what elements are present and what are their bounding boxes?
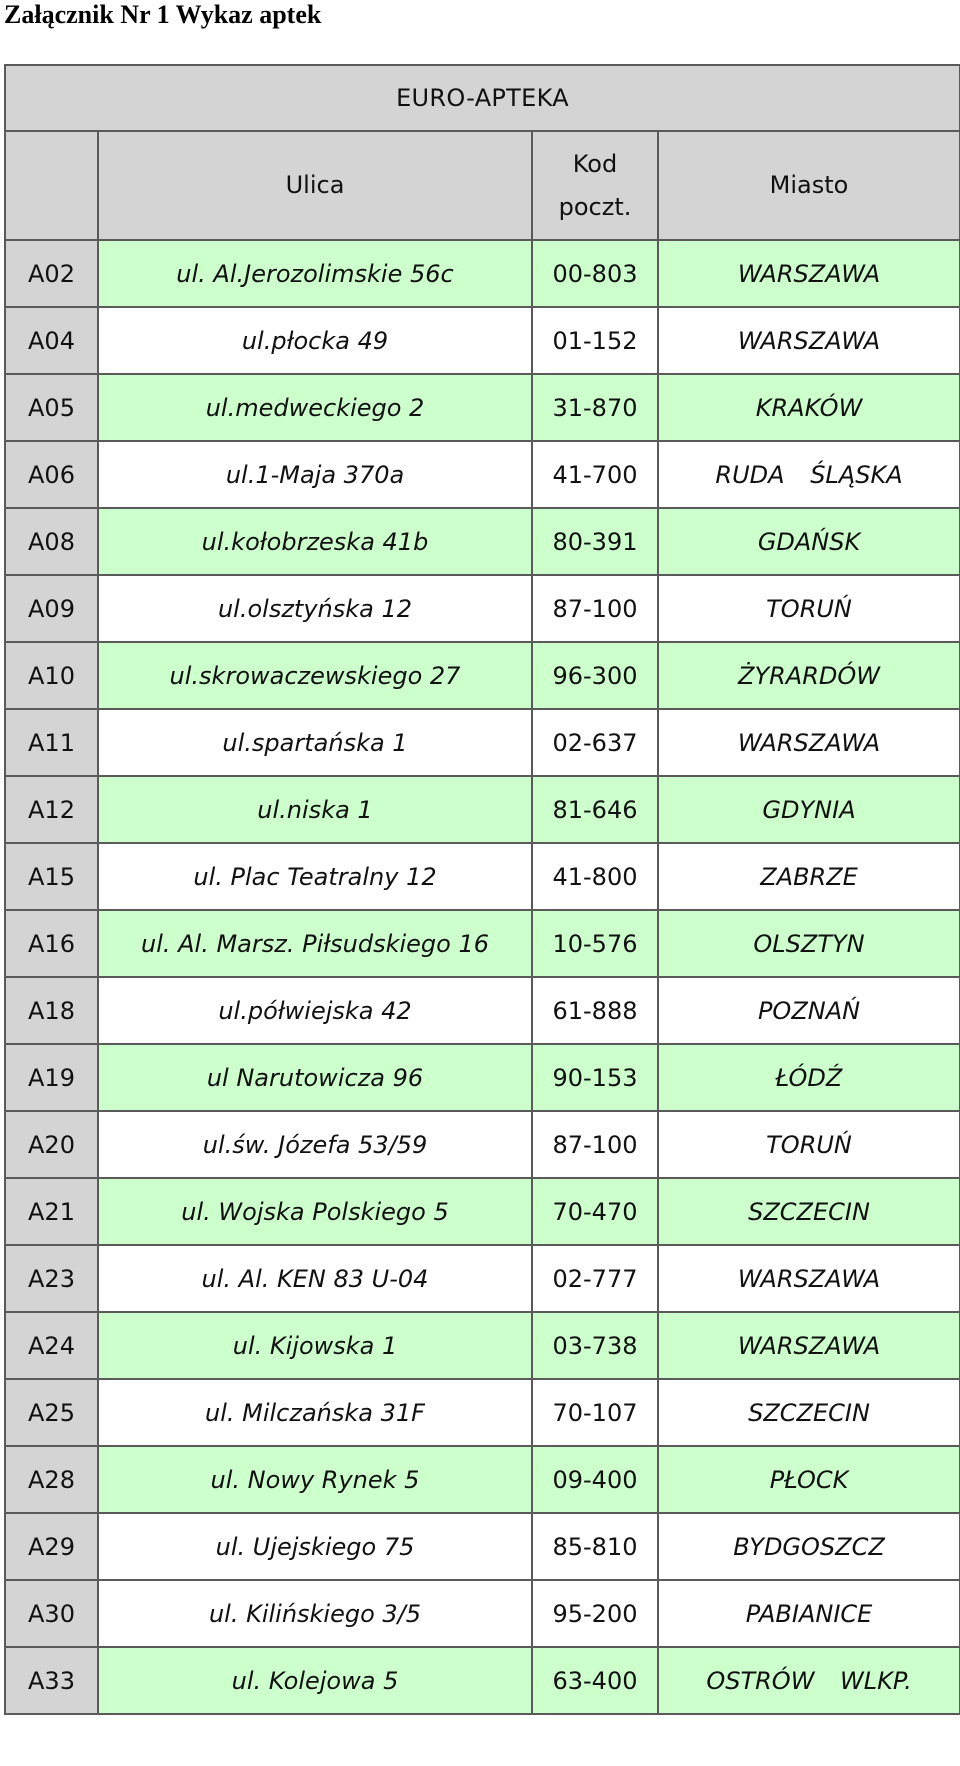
postal-code-cell: 80-391 bbox=[532, 508, 658, 575]
postal-code-cell: 00-803 bbox=[532, 240, 658, 307]
table-row bbox=[5, 1647, 960, 1714]
table-row bbox=[5, 508, 960, 575]
city-cell: BYDGOSZCZ bbox=[658, 1513, 960, 1580]
table-row bbox=[5, 1312, 960, 1379]
city-cell: WARSZAWA bbox=[658, 240, 960, 307]
pharmacy-code-cell: A33 bbox=[5, 1647, 98, 1714]
street-cell: ul.medweckiego 2 bbox=[98, 374, 532, 441]
street-cell: ul. Kilińskiego 3/5 bbox=[98, 1580, 532, 1647]
table-row bbox=[5, 575, 960, 642]
city-cell: ŁÓDŹ bbox=[658, 1044, 960, 1111]
street-cell: ul.św. Józefa 53/59 bbox=[98, 1111, 532, 1178]
city-cell: GDAŃSK bbox=[658, 508, 960, 575]
table-row bbox=[5, 843, 960, 910]
pharmacy-code-cell: A05 bbox=[5, 374, 98, 441]
postal-column-header bbox=[532, 131, 658, 240]
postal-code-cell: 63-400 bbox=[532, 1647, 658, 1714]
street-cell: ul. Plac Teatralny 12 bbox=[98, 843, 532, 910]
pharmacy-code-cell: A23 bbox=[5, 1245, 98, 1312]
city-cell: WARSZAWA bbox=[658, 709, 960, 776]
pharmacy-code-cell: A16 bbox=[5, 910, 98, 977]
table-row bbox=[5, 1178, 960, 1245]
column-header-row bbox=[5, 131, 960, 240]
pharmacy-list-sheet bbox=[4, 64, 960, 1715]
postal-code-cell: 95-200 bbox=[532, 1580, 658, 1647]
pharmacy-code-cell: A29 bbox=[5, 1513, 98, 1580]
street-cell: ul. Kolejowa 5 bbox=[98, 1647, 532, 1714]
street-cell: ul.1-Maja 370a bbox=[98, 441, 532, 508]
table-row bbox=[5, 910, 960, 977]
table-row bbox=[5, 977, 960, 1044]
street-cell: ul. Al. KEN 83 U-04 bbox=[98, 1245, 532, 1312]
pharmacy-code-cell: A15 bbox=[5, 843, 98, 910]
city-cell: KRAKÓW bbox=[658, 374, 960, 441]
table-row bbox=[5, 709, 960, 776]
pharmacy-code-cell: A24 bbox=[5, 1312, 98, 1379]
postal-code-cell: 09-400 bbox=[532, 1446, 658, 1513]
city-cell: TORUŃ bbox=[658, 575, 960, 642]
city-cell: WARSZAWA bbox=[658, 1245, 960, 1312]
table-row bbox=[5, 1446, 960, 1513]
street-cell: ul. Milczańska 31F bbox=[98, 1379, 532, 1446]
pharmacy-code-cell: A06 bbox=[5, 441, 98, 508]
postal-code-cell: 41-800 bbox=[532, 843, 658, 910]
postal-header-line2: poczt. bbox=[558, 192, 632, 221]
city-cell: WARSZAWA bbox=[658, 1312, 960, 1379]
table-row bbox=[5, 1513, 960, 1580]
pharmacy-code-cell: A28 bbox=[5, 1446, 98, 1513]
street-cell: ul.kołobrzeska 41b bbox=[98, 508, 532, 575]
postal-code-cell: 96-300 bbox=[532, 642, 658, 709]
table-row bbox=[5, 1111, 960, 1178]
city-cell: SZCZECIN bbox=[658, 1178, 960, 1245]
street-cell: ul.płocka 49 bbox=[98, 307, 532, 374]
city-cell: POZNAŃ bbox=[658, 977, 960, 1044]
postal-code-cell: 81-646 bbox=[532, 776, 658, 843]
street-cell: ul. Wojska Polskiego 5 bbox=[98, 1178, 532, 1245]
city-cell: GDYNIA bbox=[658, 776, 960, 843]
city-cell: TORUŃ bbox=[658, 1111, 960, 1178]
street-cell: ul.półwiejska 42 bbox=[98, 977, 532, 1044]
table-row bbox=[5, 776, 960, 843]
street-cell: ul. Nowy Rynek 5 bbox=[98, 1446, 532, 1513]
street-cell: ul.spartańska 1 bbox=[98, 709, 532, 776]
postal-code-cell: 02-637 bbox=[532, 709, 658, 776]
table-row bbox=[5, 1379, 960, 1446]
postal-code-cell: 87-100 bbox=[532, 575, 658, 642]
pharmacy-code-cell: A30 bbox=[5, 1580, 98, 1647]
street-cell: ul. Kijowska 1 bbox=[98, 1312, 532, 1379]
document-title: Załącznik Nr 1 Wykaz aptek bbox=[4, 0, 322, 29]
table-row bbox=[5, 307, 960, 374]
postal-code-cell: 70-107 bbox=[532, 1379, 658, 1446]
postal-code-cell: 01-152 bbox=[532, 307, 658, 374]
postal-code-cell: 10-576 bbox=[532, 910, 658, 977]
table-row bbox=[5, 1245, 960, 1312]
postal-code-cell: 85-810 bbox=[532, 1513, 658, 1580]
chain-name: EURO-APTEKA bbox=[5, 65, 960, 131]
street-cell: ul. Al.Jerozolimskie 56c bbox=[98, 240, 532, 307]
postal-code-cell: 31-870 bbox=[532, 374, 658, 441]
pharmacy-table bbox=[4, 64, 960, 1715]
street-cell: ul.olsztyńska 12 bbox=[98, 575, 532, 642]
city-cell: PŁOCK bbox=[658, 1446, 960, 1513]
pharmacy-code-cell: A10 bbox=[5, 642, 98, 709]
chain-header-row bbox=[5, 65, 960, 131]
postal-code-cell: 87-100 bbox=[532, 1111, 658, 1178]
postal-code-cell: 70-470 bbox=[532, 1178, 658, 1245]
table-row bbox=[5, 642, 960, 709]
city-cell: PABIANICE bbox=[658, 1580, 960, 1647]
city-cell: SZCZECIN bbox=[658, 1379, 960, 1446]
pharmacy-code-cell: A18 bbox=[5, 977, 98, 1044]
city-cell: OSTRÓW WLKP. bbox=[658, 1647, 960, 1714]
table-row bbox=[5, 441, 960, 508]
table-row bbox=[5, 374, 960, 441]
table-row bbox=[5, 1580, 960, 1647]
street-cell: ul. Al. Marsz. Piłsudskiego 16 bbox=[98, 910, 532, 977]
postal-code-cell: 03-738 bbox=[532, 1312, 658, 1379]
street-column-header: Ulica bbox=[98, 131, 532, 240]
postal-code-cell: 41-700 bbox=[532, 441, 658, 508]
city-cell: RUDA ŚLĄSKA bbox=[658, 441, 960, 508]
street-cell: ul.niska 1 bbox=[98, 776, 532, 843]
street-cell: ul Narutowicza 96 bbox=[98, 1044, 532, 1111]
pharmacy-code-cell: A02 bbox=[5, 240, 98, 307]
city-column-header: Miasto bbox=[658, 131, 960, 240]
pharmacy-rows bbox=[5, 240, 960, 1714]
pharmacy-code-cell: A21 bbox=[5, 1178, 98, 1245]
city-cell: WARSZAWA bbox=[658, 307, 960, 374]
city-cell: ZABRZE bbox=[658, 843, 960, 910]
postal-code-cell: 90-153 bbox=[532, 1044, 658, 1111]
city-cell: ŻYRARDÓW bbox=[658, 642, 960, 709]
code-column-header bbox=[5, 131, 98, 240]
street-cell: ul.skrowaczewskiego 27 bbox=[98, 642, 532, 709]
pharmacy-code-cell: A04 bbox=[5, 307, 98, 374]
postal-code-cell: 02-777 bbox=[532, 1245, 658, 1312]
street-cell: ul. Ujejskiego 75 bbox=[98, 1513, 532, 1580]
pharmacy-code-cell: A12 bbox=[5, 776, 98, 843]
pharmacy-code-cell: A20 bbox=[5, 1111, 98, 1178]
pharmacy-code-cell: A09 bbox=[5, 575, 98, 642]
pharmacy-code-cell: A25 bbox=[5, 1379, 98, 1446]
table-row bbox=[5, 240, 960, 307]
pharmacy-code-cell: A11 bbox=[5, 709, 98, 776]
postal-code-cell: 61-888 bbox=[532, 977, 658, 1044]
city-cell: OLSZTYN bbox=[658, 910, 960, 977]
pharmacy-code-cell: A19 bbox=[5, 1044, 98, 1111]
pharmacy-code-cell: A08 bbox=[5, 508, 98, 575]
postal-header-line1: Kod bbox=[572, 149, 618, 178]
table-row bbox=[5, 1044, 960, 1111]
